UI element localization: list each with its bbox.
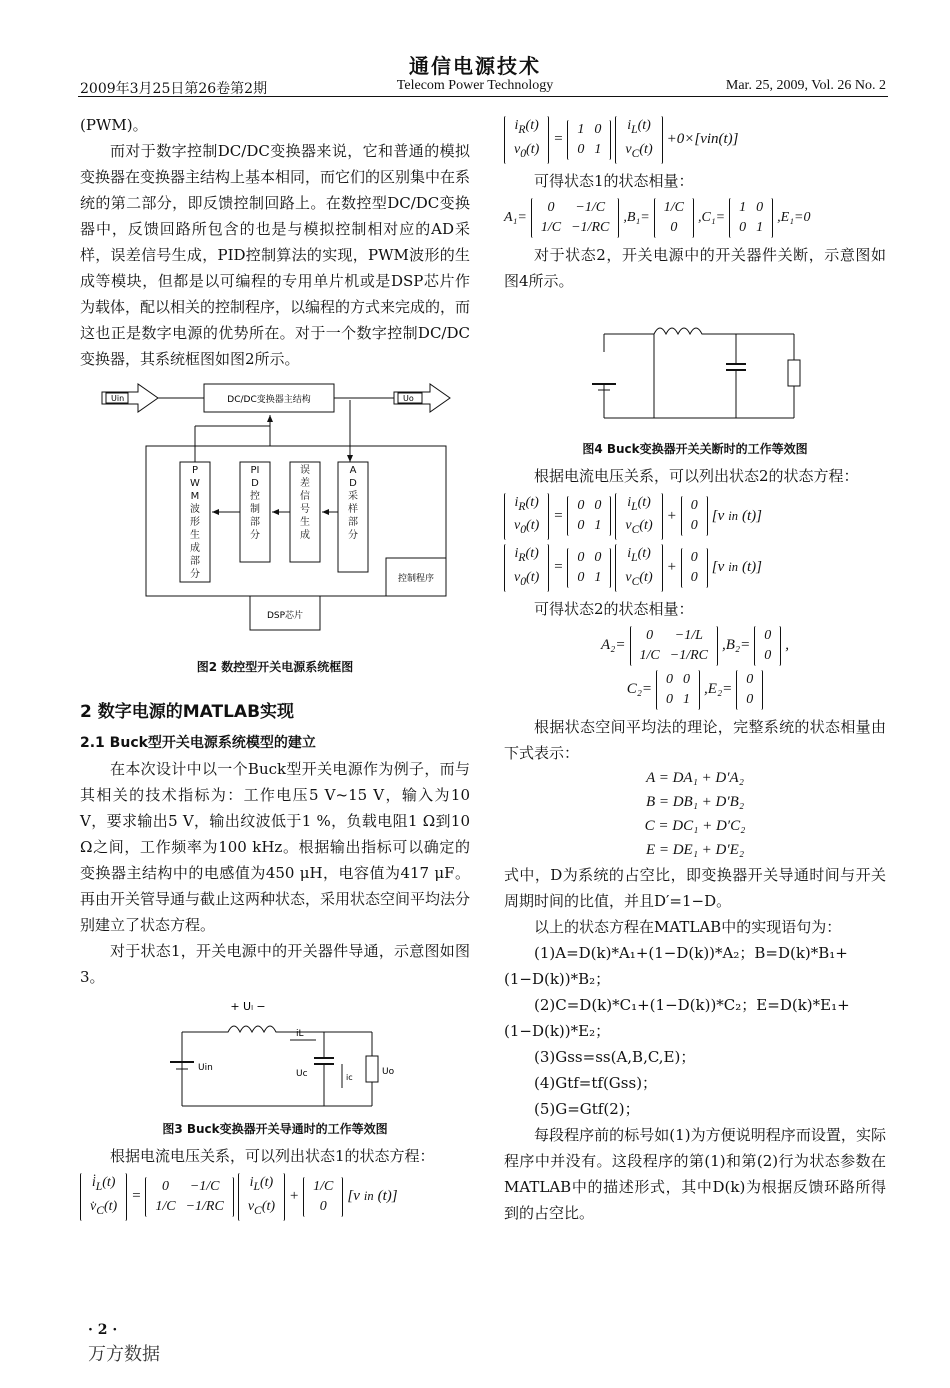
output-equation-2: $i_R(t)$ $v_0(t)$ = 0 0 0 1 $i_L(t)$ $v_C(t)$ + 0 0 [v in (t)]	[504, 544, 886, 592]
paragraph: 对于状态1，开关电源中的开关器件导通，示意图如图3。	[80, 942, 470, 986]
paragraph: 根据状态空间平均法的理论，完整系统的状态相量由下式表示：	[504, 717, 886, 762]
ad-text: AD 采 样 部 分	[348, 465, 358, 541]
output-equation-1: $i_R(t)$ $v_0(t)$ = 1 0 0 1 $i_L(t)$ $v_C(t)$ +0×[vin(t)]	[504, 116, 886, 164]
control-program-label: 控制程序	[397, 574, 435, 584]
section-heading: 2 数字电源的MATLAB实现	[80, 702, 295, 722]
subsection-heading: 2.1 Buck型开关电源系统模型的建立	[80, 735, 316, 751]
uin-label: Uin	[111, 394, 125, 403]
uo-label: Uo	[403, 394, 414, 403]
avg-eq-e: E = DE₁ + D′E₂	[645, 841, 745, 858]
paragraph: 以上的状态方程在MATLAB中的实现语句为：	[534, 917, 842, 936]
paragraph: 可得状态1的状态相量：	[534, 171, 694, 190]
avg-eq-b: B = DB₁ + D′B₂	[645, 793, 745, 810]
state-matrices-2a: A₂= 0 −1/L 1/C −1/RC ,B₂= 0 0 ,	[504, 626, 886, 666]
state-equation-1: $i̇_L(t)$ $v̇_C(t)$ = 0 −1/C 1/C −1/RC $i_L(t)$ $v_C(t)$ + 1/C 0 [v in (t)]	[80, 1173, 470, 1221]
avg-eq-c: C = DC₁ + D′C₂	[644, 817, 746, 834]
paragraph: 根据电流电压关系，可以列出状态2的状态方程：	[534, 466, 859, 485]
watermark: 万方数据	[88, 1344, 160, 1365]
ic-label: ic	[346, 1073, 353, 1082]
code-line-4: (4)Gtf=tf(Gss)；	[534, 1073, 658, 1092]
dsp-label: DSP芯片	[266, 611, 304, 621]
figure-4-circuit	[504, 294, 886, 434]
paragraph: 而对于数字控制DC/DC变换器来说，它和普通的模拟变换器在变换器主结构上基本相同，而它们的区别集中在系统的第二部分，即反馈控制回路上。在数控型DC/DC变换器中，反馈回路所包含的也是与模拟控制相对应的AD采样，误差信号生成，PID控制算法的实现，PWM波形的生成等模块，但都是以可编程的专用单片机或是DSP芯片作为载体，配以相关的控制程序，以编程的方式来完成的，而这也正是数字电源的优势所在。对于一个数字控制DC/DC变换器，其系统框图如图2所示。	[80, 142, 471, 368]
paragraph: 每段程序前的标号如(1)为方便说明程序而设置，实际程序中并没有。这段程序的第(1)和第(2)行为状态参数在MATLAB中的描述形式，其中D(k)为根据反馈环路所得到的占空比。	[504, 1125, 886, 1222]
right-column	[504, 112, 886, 1226]
header-rule	[78, 96, 888, 97]
code-line-1: (1)A=D(k)*A₁+(1−D(k))*A₂；B=D(k)*B₁+(1−D(k))*B₂；	[504, 943, 848, 988]
inductor	[604, 328, 794, 334]
issue-english: Mar. 25, 2009, Vol. 26 No. 2	[725, 78, 886, 93]
error-text: 误 差 信 号 生 成	[300, 465, 310, 541]
figure-2-caption: 图2 数控型开关电源系统框图	[196, 660, 354, 674]
figure-2-block-diagram	[80, 382, 470, 652]
paragraph: 式中，D为系统的占空比，即变换器开关导通时间与开关周期时间的比值，并且D′=1−D。	[504, 865, 886, 910]
state-matrices-1: A₁= 0 −1/C 1/C −1/RC ,B₁= 1/C 0 ,C₁= 1 0 0 1 ,E₁=0	[504, 198, 886, 238]
code-line-3: (3)Gss=ss(A,B,C,E)；	[534, 1047, 696, 1066]
ul-label: + Uₗ −	[230, 1000, 266, 1013]
load-resistor	[366, 1056, 378, 1082]
journal-english: Telecom Power Technology	[396, 78, 554, 93]
issue-date: 2009年3月25日第26卷第2期	[80, 81, 268, 97]
left-column	[80, 112, 470, 1225]
uc-label: Uc	[296, 1069, 308, 1079]
pwm-text: PWM 波 形 生 成 部 分	[190, 465, 200, 580]
pid-text: PID 控 制 部 分	[250, 465, 260, 541]
page-number: · 2 ·	[88, 1322, 118, 1338]
paragraph: 可得状态2的状态相量：	[534, 599, 694, 618]
code-line-5: (5)G=Gtf(2)；	[534, 1099, 640, 1118]
eq-tail: +0×[vin(t)]	[666, 131, 739, 148]
code-line-2: (2)C=D(k)*C₁+(1−D(k))*C₂；E=D(k)*E₁+(1−D(k))*E₂；	[504, 995, 850, 1040]
main-structure-label: DC/DC变换器主结构	[227, 395, 311, 405]
state-matrices-2b: C₂= 0 0 0 1 ,E₂= 0 0	[504, 670, 886, 710]
figure-3-circuit	[80, 996, 470, 1114]
state-equation-2: $i_R(t)$ $v_0(t)$ = 0 0 0 1 $i_L(t)$ $v_C(t)$ + 0 0 [v in (t)]	[504, 493, 886, 541]
il-label: iL	[296, 1029, 304, 1039]
uin-label: Uin	[198, 1063, 213, 1073]
journal-title: 通信电源技术	[409, 54, 541, 78]
paragraph: 根据电流电压关系，可以列出状态1的状态方程：	[110, 1147, 435, 1165]
paragraph: 在本次设计中以一个Buck型开关电源作为例子，而与其相关的技术指标为：工作电压5 V~15 V，输入为10 V，要求输出5 V，输出纹波低于1 %，负载电阻1 Ω到10 Ω之间，工作频率为100 kHz。根据输出指标可以确定的变换器主结构中的电感值为450 μH，电容值为417 μF。再由开关管导通与截止这两种状态，采用状态空间平均法分别建立了状态方程。	[80, 760, 471, 934]
uo-label: Uo	[382, 1067, 395, 1077]
load-resistor	[788, 360, 800, 386]
paragraph: (PWM)。	[80, 116, 148, 134]
inductor	[182, 1026, 372, 1032]
figure-3-caption: 图3 Buck变换器开关导通时的工作等效图	[162, 1122, 388, 1136]
avg-eq-a: A = DA₁ + D′A₂	[646, 769, 744, 786]
figure-4-caption: 图4 Buck变换器开关关断时的工作等效图	[582, 441, 808, 456]
averaged-model	[504, 766, 886, 862]
paragraph: 对于状态2，开关电源中的开关器件关断，示意图如图4所示。	[504, 245, 886, 290]
